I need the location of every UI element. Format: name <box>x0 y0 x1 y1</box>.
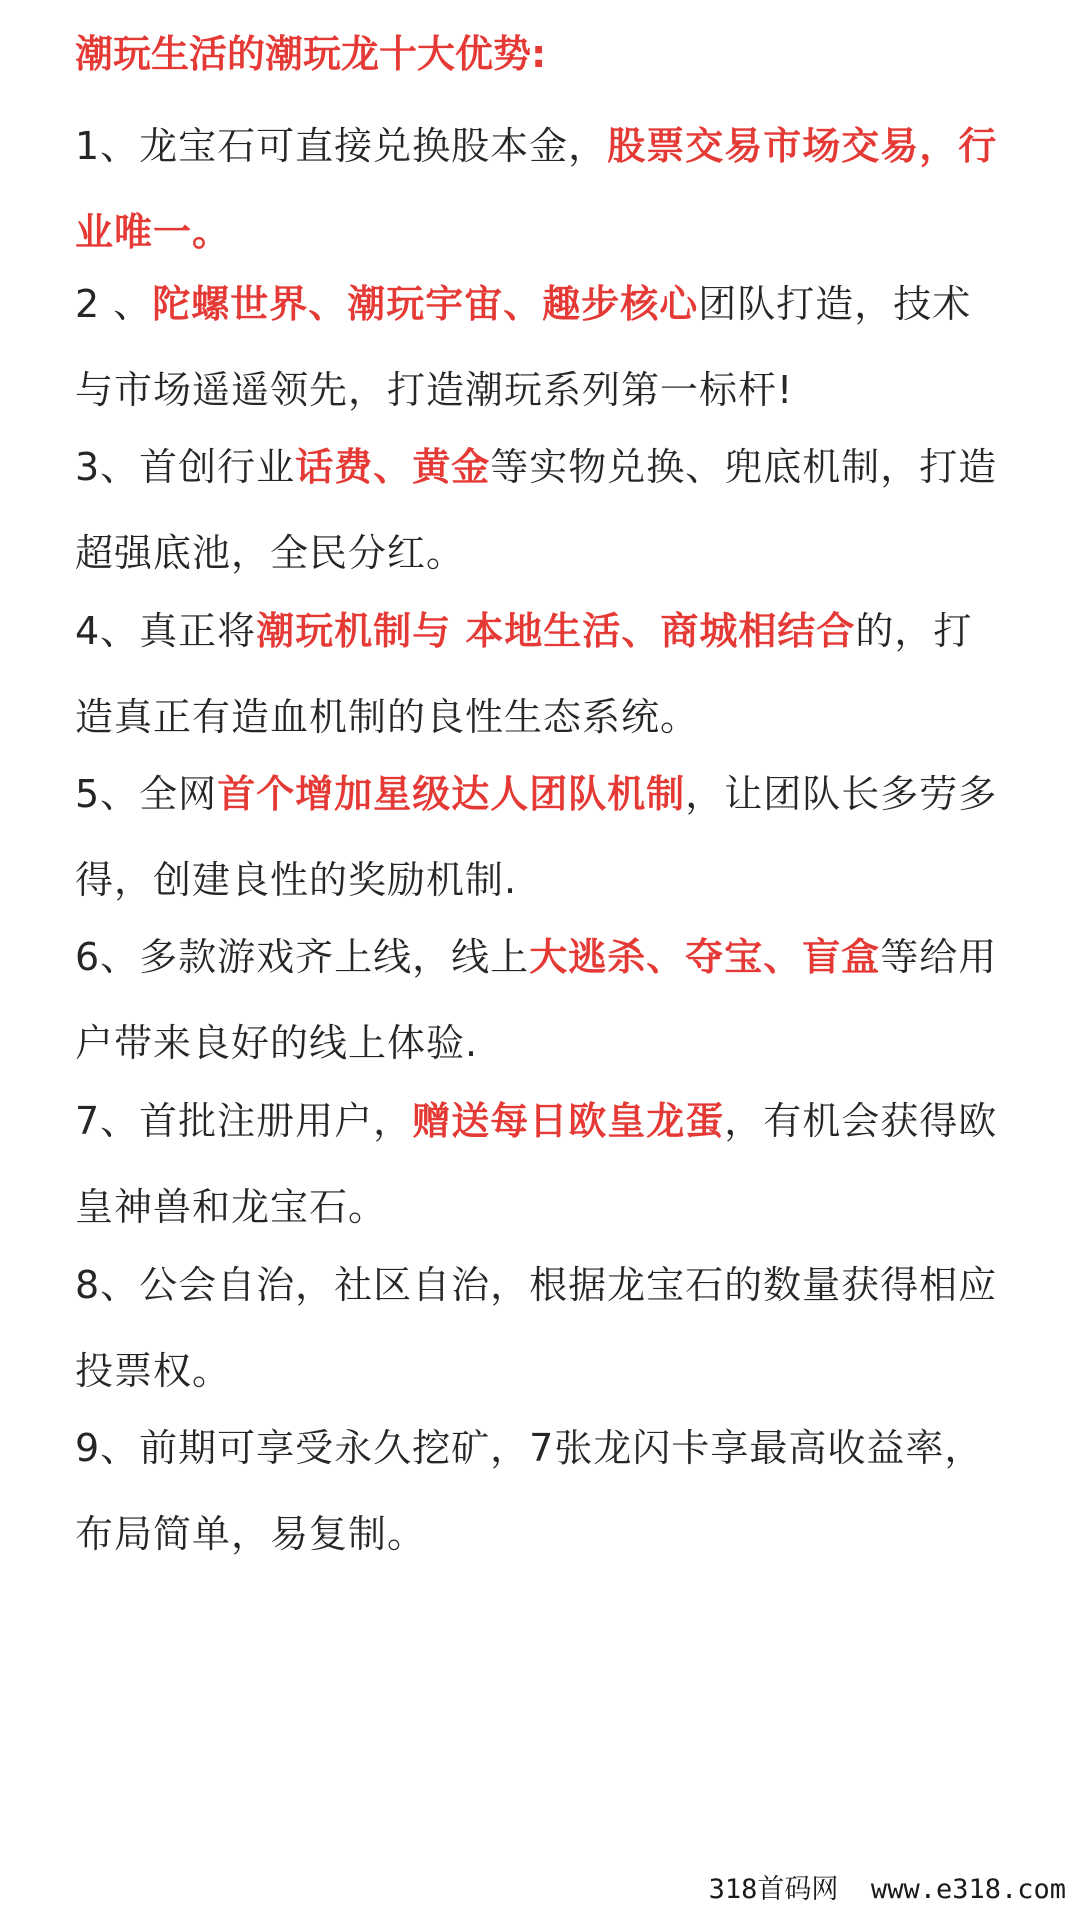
item-3-text: 3、首创行业 <box>75 445 296 489</box>
list-item-4 <box>75 588 1005 760</box>
list-item-9 <box>75 1405 1005 1577</box>
list-item-2 <box>75 261 1005 433</box>
item-2-text: 2 、 <box>75 282 153 326</box>
item-5-text-tail: ，让团队长多劳多得，创建良性的奖励机制. <box>75 772 998 902</box>
item-3-text-tail: 等实物兑换、兜底机制，打造超强底池，全民分红。 <box>75 445 998 575</box>
item-4-highlight: 潮玩机制与 本地生活、商城相结合 <box>256 609 856 653</box>
list-item-1 <box>75 103 1005 275</box>
item-9-text: 9、前期可享受永久挖矿，7张龙闪卡享最高收益率，布局简单，易复制。 <box>75 1426 984 1556</box>
item-6-text: 6、多款游戏齐上线，线上 <box>75 935 530 979</box>
item-5-highlight: 首个增加星级达人团队机制 <box>217 772 686 816</box>
item-3-highlight: 话费、黄金 <box>295 445 491 489</box>
item-7-text: 7、首批注册用户， <box>75 1099 413 1143</box>
list-item-7 <box>75 1078 1005 1250</box>
list-item-5 <box>75 751 1005 923</box>
item-1-highlight: 股票交易市场交易，行业唯一。 <box>75 124 998 254</box>
item-7-highlight: 赠送每日欧皇龙蛋 <box>412 1099 725 1143</box>
item-2-highlight: 陀螺世界、潮玩宇宙、趣步核心 <box>152 282 699 326</box>
site-watermark: 318首码网 www.e318.com <box>691 1868 1080 1912</box>
item-7-text-tail: ，有机会获得欧皇神兽和龙宝石。 <box>75 1099 998 1229</box>
item-8-text: 8、公会自治，社区自治，根据龙宝石的数量获得相应投票权。 <box>75 1263 998 1393</box>
item-6-highlight: 大逃杀、夺宝、盲盒 <box>529 935 881 979</box>
document-title: 潮玩生活的潮玩龙十大优势: <box>75 32 547 76</box>
list-item-8 <box>75 1242 1005 1414</box>
item-4-text: 4、真正将 <box>75 609 257 653</box>
list-item-3 <box>75 424 1005 596</box>
item-2-text-tail: 团队打造，技术与市场遥遥领先，打造潮玩系列第一标杆! <box>75 282 972 412</box>
item-6-text-tail: 等给用户带来良好的线上体验. <box>75 935 998 1065</box>
item-1-text: 1、龙宝石可直接兑换股本金， <box>75 124 608 168</box>
item-4-text-tail: 的，打造真正有造血机制的良性生态系统。 <box>75 609 973 739</box>
list-item-6 <box>75 914 1005 1086</box>
item-5-text: 5、全网 <box>75 772 218 816</box>
